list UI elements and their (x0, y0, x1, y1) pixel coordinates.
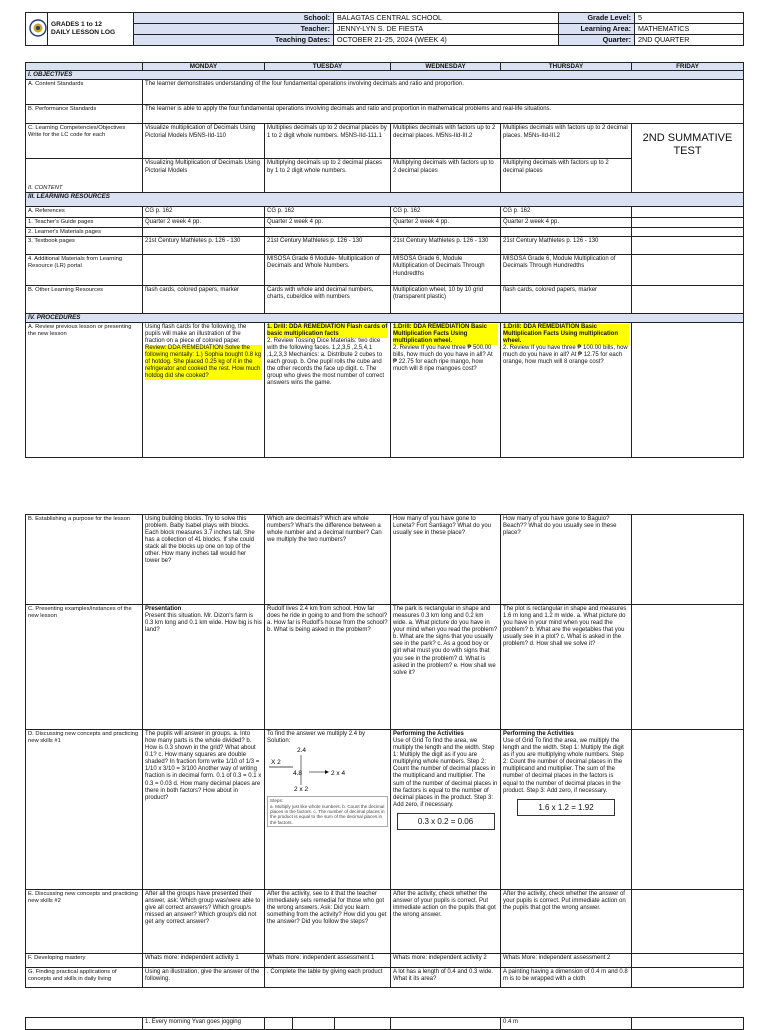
references-label: A. References (26, 207, 143, 217)
discuss1-wed (391, 730, 501, 890)
applications-thu: A painting having a dimension of 0.4 m and 0.8 m is to be wrapped with a cloth (501, 968, 632, 988)
dates-value: OCTOBER 21-25, 2024 (WEEK 4) (334, 35, 559, 46)
diagram-note-a: 2 x 4 (331, 770, 346, 778)
discuss1-label: D. Discussing new concepts and practicing new skills #1 (26, 730, 143, 890)
perf-std-label: B. Performance Standards (26, 105, 143, 124)
quarter-label: Quarter: (559, 35, 635, 46)
review-wed (391, 322, 501, 457)
diagram-product: 4.8 (293, 770, 303, 778)
lm-fri (632, 227, 744, 237)
discuss2-mon: After all the groups have presented their answer, ask: Which group was/were able to give all correct answers? Which group/s missed an answer? Which group/s did not get any correct answer? (143, 890, 265, 954)
competency-mon: Visualize multiplication of Decimals Using Pictorial Models M5NS-IId-110 (143, 124, 265, 159)
content-wed: Multiplying decimals with factors up to 2 decimal places (391, 159, 501, 193)
lr-label: 4. Additional Materials from Learning Resource (LR) portal (26, 255, 143, 286)
section-procedures: IV. PROCEDURES (26, 314, 744, 322)
examples-fri (632, 605, 744, 730)
ref-tue: CG p. 162 (265, 207, 391, 217)
steps-text: a. Multiply just like whole numbers. b. Count the decimal places in the factors. c. The number of decimal places in the product is equal to the sum of the decimal places in the factors. (270, 803, 385, 825)
tg-thu: Quarter 2 week 4 pp. (501, 217, 632, 227)
other-thu: flash cards, colored papers, marker (501, 286, 632, 314)
examples-mon (143, 605, 265, 730)
header-table (25, 12, 744, 46)
purpose-tue: Which are decimals? Which are whole numbers? What's the difference between a whole number and a decimal number? Can we multiply the two numbers? (265, 515, 391, 605)
footer-mon: 1. Every morning Yvan goes jogging (143, 1018, 265, 1030)
content-std-text: The learner demonstrates understanding of the four fundamental operations involving decimals and ratio and proportion. (143, 80, 744, 105)
review-mon-intro: Using flash cards for the following, the pupils will make an illustration of the fraction on a piece of colored paper. (145, 323, 247, 344)
tg-label: 1. Teacher's Guide pages (26, 217, 143, 227)
multiplication-diagram (267, 745, 385, 793)
lm-mon (143, 227, 265, 237)
arrowhead-icon (325, 770, 329, 774)
other-fri (632, 286, 744, 314)
competency-wed: Multiplies decimals with factors up to 2 decimal places. M5Ns-IId-III.2 (391, 124, 501, 159)
lesson-table-part1 (25, 62, 744, 458)
day-thursday: THURSDAY (501, 63, 632, 71)
ref-mon: CG p. 162 (143, 207, 265, 217)
discuss2-label: E. Discussing new concepts and practicing new skills #2 (26, 890, 143, 954)
review-mon-highlight: Review: DDA REMEDIATION Solve the following mentally: 1.) Sophia bought 0.8 kg of hotdog. She placed 0.25 kg of it in the refrigerator and cooked the rest. How much hotdog did she cooked? (145, 344, 262, 380)
competency-tue: Multiplies decimals up to 2 decimal places by 1 to 2 digit whole numbers. M5NS-IId-111.1 (265, 124, 391, 159)
seal-icon (29, 13, 47, 43)
tg-mon: Quarter 2 week 4 pp. (143, 217, 265, 227)
lr-tue: MISOSA Grade 6 Module- Multiplication of Decimals and Whole Numbers. (265, 255, 391, 286)
review-thu-highlight: 1.Drill: DDA REMEDIATION Basic Multiplication Facts Using multiplication wheel. (503, 324, 629, 345)
lr-mon (143, 255, 265, 286)
examples-mon-text: Present this situation. Mr. Dizon's farm is 0.3 km long and 0.1 km wide. How big is his land? (145, 613, 262, 634)
footer-thu: 0.4 m (501, 1018, 632, 1030)
tb-mon: 21st Century Mathletes p. 126 - 130 (143, 237, 265, 255)
equation-box-thu: 1.6 x 1.2 = 1.92 (517, 799, 615, 816)
teacher-label: Teacher: (134, 24, 334, 35)
grade-label: Grade Level: (559, 13, 635, 24)
discuss2-thu: After the activity, check whether the answer of your pupils is correct. Put immediate action on the pupils that got the wrong answer. (501, 890, 632, 954)
tb-thu: 21st Century Mathletes p. 126 - 130 (501, 237, 632, 255)
tg-tue: Quarter 2 week 4 pp. (265, 217, 391, 227)
tb-tue: 21st Century Mathletes p. 126 - 130 (265, 237, 391, 255)
discuss2-tue: After the activity, see to it that the teacher immediately sets remedial for those who got the wrong answers. Ask: Did you learn something from the activity? How did you get the answer? Did you follow the steps? (265, 890, 391, 954)
examples-label: C. Presenting examples/instances of the new lesson (26, 605, 143, 730)
purpose-wed: How many of you have gone to Luneta? Fort Santiago? What do you usually see in these place? (391, 515, 501, 605)
lm-label: 2. Learner's Materials pages (26, 227, 143, 237)
discuss2-wed: After the activity, check whether the answer of your pupils is correct. Put immediate action on the pupils that got the wrong answer. (391, 890, 501, 954)
lr-fri (632, 255, 744, 286)
day-monday: MONDAY (143, 63, 265, 71)
tg-wed: Quarter 2 week 4 pp. (391, 217, 501, 227)
section-content: II. CONTENT (26, 159, 143, 193)
mastery-tue: Whats more: independent assessment 1 (265, 954, 391, 968)
diagram-factor-a: 2.4 (297, 747, 307, 755)
ref-wed: CG p. 162 (391, 207, 501, 217)
deped-seal (26, 13, 48, 46)
day-tuesday: TUESDAY (265, 63, 391, 71)
review-wed-rest: 2. Review If you have three ₱ 500.00 bills, how much do you have in all? At ₱ 22.75 for each ripe mango, how much will 8 ripe mangoes cost? (393, 344, 493, 373)
mastery-thu: Whats More: independent assessment 2 (501, 954, 632, 968)
lr-wed: MISOSA Grade 6, Module Multiplication of Decimals Through Hundredths (391, 255, 501, 286)
purpose-thu: How many of you have gone to Baguio? Beach?? What do you usually see in these place? (501, 515, 632, 605)
review-label: A. Review previous lesson or presenting the new lesson (26, 322, 143, 457)
purpose-fri (632, 515, 744, 605)
review-mon (143, 322, 265, 457)
tb-fri (632, 237, 744, 255)
summative-test: 2ND SUMMATIVE TEST (632, 124, 744, 193)
content-mon: Visualizing Multiplication of Decimals Using Pictorial Models (143, 159, 265, 193)
applications-label: G. Finding practical applications of concepts and skills in daily living (26, 968, 143, 988)
lm-wed (391, 227, 501, 237)
purpose-mon: Using building blocks. Try to solve this problem. Baby Isabel plays with blocks. Each block measures 3.7 inches tall. She has a collection of 41 blocks. If she could stack all the blocks up one on top of the other. How many inches tall would her tower be? (143, 515, 265, 605)
applications-wed: A lot has a length of 0.4 and 0.3 wide. What it its area? (391, 968, 501, 988)
ref-thu: CG p. 162 (501, 207, 632, 217)
discuss1-mon: The pupils will answer in groups. a. Into how many parts is the whole divided? b. How is 0.3 shown in the grid? What about 0.1? c. How many squares are double shaded? In fraction form write 1/10 of 1/3 = 1/10 x 3/10 = 3/100 Another way of writing fraction is in decimal form. 0.1 of 0.3 = 0.1 x 0.3 = 0.03 d. How many decimal places are there in both factors? How about in product? (143, 730, 265, 890)
content-thu: Multiplying decimals with factors up to 2 decimal places (501, 159, 632, 193)
area-label: Learning Area: (559, 24, 635, 35)
examples-tue: Rudolf lives 2.4 km from school. How far does he ride in going to and from the school? a. How far is Rudolf's house from the school? b. What is being asked in the problem? (265, 605, 391, 730)
review-thu-rest: 2. Review If you have three ₱ 100.00 bills, how much do you have in all? At ₱ 12.75 for each orange, how much will 8 orange cost? (503, 344, 628, 366)
content-std-label: A. Content Standards (26, 80, 143, 105)
content-tue: Multiplying decimals up to 2 decimal places by 1 to 2 digit whole numbers. (265, 159, 391, 193)
review-fri (632, 322, 744, 457)
discuss1-wed-title: Performing the Activities (393, 731, 464, 737)
lesson-table-part2 (25, 514, 744, 988)
examples-mon-title: Presentation (145, 606, 182, 612)
tb-wed: 21st Century Mathletes p. 126 - 130 (391, 237, 501, 255)
mastery-mon: Whats more: independent activity 1 (143, 954, 265, 968)
other-label: B. Other Learning Resources (26, 286, 143, 314)
discuss1-wed-text: Use of Grid To find the area, we multiply the length and the width. Step 1: Multiply the digit as if you are multiplying whole numbers. Step 2: Count the number of decimal places in the multiplicand and multiplier. The sum of the number of decimal places in the factors is equal to the number of decimal places in the product. Step 3: Add zero, if necessary. (393, 738, 498, 808)
grade-value: 5 (635, 13, 744, 24)
tg-fri (632, 217, 744, 227)
discuss1-tue (265, 730, 391, 890)
applications-fri (632, 968, 744, 988)
review-thu (501, 322, 632, 457)
discuss1-thu-title: Performing the Activities (503, 731, 574, 737)
discuss1-thu-text: Use of Grid To find the area, we multiply the length and the width. Step 1: Multiply the digit as if you are multiplying whole numbers. Step 2: Count the number of decimal places in the multiplicand and multiplier. The sum of the number of decimal places in the factors is equal to the number of decimal places in the product. Step 3: Add zero, if necessary. (503, 738, 624, 794)
corner-cell (26, 63, 143, 71)
other-mon: flash cards, colored papers, marker (143, 286, 265, 314)
log-title: GRADES 1 to 12 DAILY LESSON LOG (48, 13, 134, 46)
steps-box (267, 796, 388, 827)
school-label: School: (134, 13, 334, 24)
discuss1-fri (632, 730, 744, 890)
diagram-note-b: 2 x 2 (294, 786, 309, 794)
quarter-value: 2ND QUARTER (635, 35, 744, 46)
discuss2-fri (632, 890, 744, 954)
applications-tue: . Complete the table by giving each product (265, 968, 391, 988)
day-wednesday: WEDNESDAY (391, 63, 501, 71)
lm-tue (265, 227, 391, 237)
ref-fri (632, 207, 744, 217)
other-tue: Cards with whole and decimal numbers, charts, cube/dice with numbers (265, 286, 391, 314)
discuss1-thu (501, 730, 632, 890)
review-wed-highlight: 1.Drill: DDA REMEDIATION Basic Multiplication Facts Using multiplication wheel. (393, 324, 498, 345)
discuss1-tue-intro: To find the answer we multiply 2.4 by Solution: (267, 731, 366, 745)
review-tue (265, 322, 391, 457)
steps-title: Steps: (270, 798, 284, 804)
tb-label: 3. Textbook pages (26, 237, 143, 255)
applications-mon: Using an illustration, give the answer of the following. (143, 968, 265, 988)
examples-thu: The plot is rectangular in shape and measures 1.6 m long and 1.2 m wide. a. What picture do you have in your mind when you read the problem? b. What are the vegetables that you usually see in a plot? c. What is asked in the problem? d. How shall we solve it? (501, 605, 632, 730)
mastery-fri (632, 954, 744, 968)
section-objectives: I. OBJECTIVES (26, 71, 744, 80)
school-value: BALAGTAS CENTRAL SCHOOL (334, 13, 559, 24)
review-tue-rest: 2. Review Tossing Dice Materials: two dice with the following faces. 1,2,3,5 ,2,5,4,1 ,1,2,3,3 Mechanics: a. Distribute 2 cubes to each group. b. One pupil rolls the cube and the other records the face up digit. c. The group who gives the most number of correct answers wins the game. (267, 337, 385, 387)
review-tue-highlight: 1. Drill: DDA REMEDIATION Flash cards of basic multiplication facts (267, 323, 388, 337)
purpose-label: B. Establishing a purpose for the lesson (26, 515, 143, 605)
competencies-label: C. Learning Competencies/Objectives Write for the LC code for each (26, 124, 143, 159)
dates-label: Teaching Dates: (134, 35, 334, 46)
mastery-wed: Whats more: independent activity 2 (391, 954, 501, 968)
other-wed: Multiplication wheel, 10 by 10 grid (transparent plastic) (391, 286, 501, 314)
perf-std-text: The learner is able to apply the four fundamental operations involving decimals and ratio and proportion in mathematical problems and real-life situations. (143, 105, 744, 124)
competency-thu: Multiplies decimals with factors up to 2 decimal places. M5Ns-IId-III.2 (501, 124, 632, 159)
mastery-label: F. Developing mastery (26, 954, 143, 968)
lr-thu: MISOSA Grade 6, Module Multiplication of Decimals Through Hundredths (501, 255, 632, 286)
equation-box-wed: 0.3 x 0.2 = 0.06 (397, 813, 495, 830)
teacher-value: JENNY-LYN S. DE FIESTA (334, 24, 559, 35)
examples-wed: The park is rectangular in shape and measures 0.3 km long and 0.2 km wide. a. What picture do you have in your mind when you read the problem? b. What are the signs that you usually see in the park? c. As a good boy or girl what must you do with signs that you see in the problem? d. What is asked in the problem? e. How shall we solve it? (391, 605, 501, 730)
diagram-factor-b: X 2 (271, 759, 281, 767)
lm-thu (501, 227, 632, 237)
area-value: MATHEMATICS (635, 24, 744, 35)
day-friday: FRIDAY (632, 63, 744, 71)
section-resources: III. LEARNING RESOURCES (26, 193, 744, 207)
